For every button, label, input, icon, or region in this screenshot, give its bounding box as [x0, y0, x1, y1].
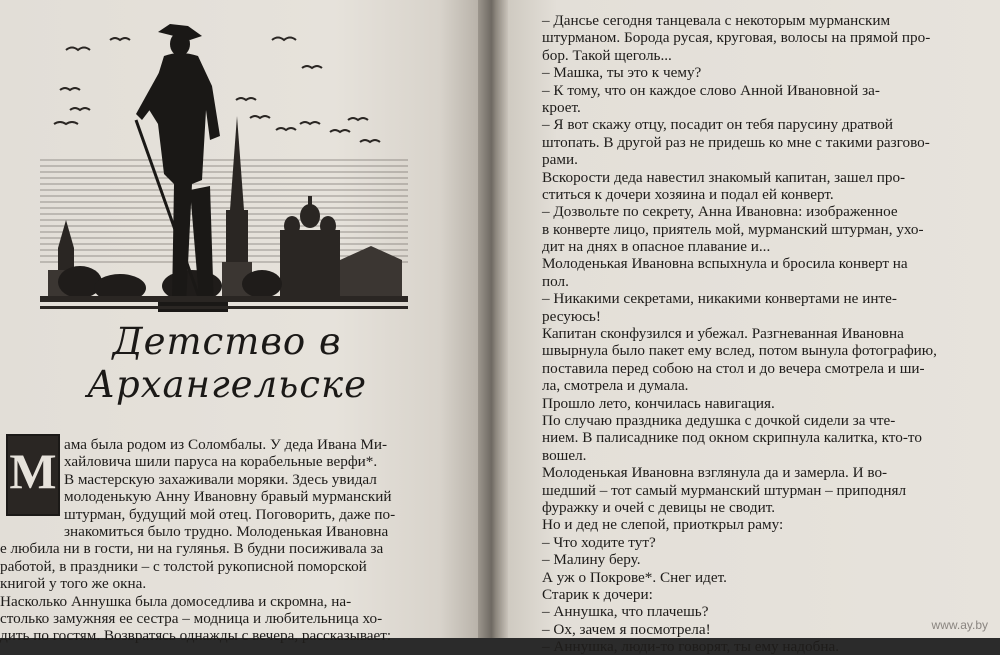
text-line: штурманом. Борода русая, круговая, волосы на прямой про-: [542, 29, 931, 47]
text-line: книгой у того же окна.: [0, 575, 147, 593]
text-line: Молоденькая Ивановна взглянула да и замерла. И во-: [542, 464, 888, 482]
text-line: ама была родом из Соломбалы. У деда Ивана Ми-: [64, 436, 388, 453]
text-line: Капитан сконфузился и убежал. Разгневанная Ивановна: [542, 325, 904, 343]
text-line: нием. В палисаднике под окном скрипнула калитка, кто-то: [542, 429, 922, 447]
text-line: – Я вот скажу отцу, посадит он тебя парусину дратвой: [542, 116, 893, 134]
text-line: Молоденькая Ивановна вспыхнула и бросила конверт на: [542, 255, 908, 273]
text-line: е любила ни в гости, ни на гулянья. В будни посиживала за: [0, 540, 384, 558]
text-line: – Ох, зачем я посмотрела!: [542, 620, 711, 638]
text-line: шедший – тот самый мурманский штурман – приподнял: [542, 481, 907, 499]
text-line: – Дансье сегодня танцевала с некоторым мурманским: [542, 12, 891, 29]
text-line: – Что ходите тут?: [542, 533, 656, 551]
text-line: столько замужняя ее сестра – модница и любительница хо-: [0, 609, 383, 627]
drop-cap-letter: М: [9, 443, 57, 499]
text-line: штурман, будущий мой отец. Поговорить, даже по-: [64, 505, 396, 523]
text-line: По случаю праздника дедушка с дочкой сидели за чте-: [542, 411, 896, 429]
text-line: фуражку и очей с девицы не сводит.: [542, 498, 776, 516]
text-line: дит на днях в опасное плавание и...: [542, 238, 771, 256]
text-line: швырнула было пакет ему вслед, потом вынула фотографию,: [542, 342, 937, 360]
text-line: бор. Такой щеголь...: [542, 46, 672, 64]
text-line: кроет.: [542, 98, 581, 116]
text-line: ститься к дочери хозяина и подал ей конверт.: [542, 185, 834, 203]
text-line: в конверте лицо, приятель мой, мурманский штурман, ухо-: [542, 220, 924, 238]
text-line: Старик к дочери:: [542, 585, 653, 603]
text-line: – Никакими секретами, никакими конвертами не инте-: [542, 290, 897, 308]
text-line: Вскорости деда навестил знакомый капитан, зашел про-: [542, 168, 906, 186]
watermark: www.ay.by: [931, 618, 988, 632]
text-line: А уж о Покрове*. Снег идет.: [542, 568, 727, 586]
text-line: поставила перед собою на стол и до вечера смотрела и ши-: [542, 359, 925, 377]
text-line: – Малину беру.: [542, 551, 641, 569]
text-line: пол.: [542, 272, 569, 290]
left-page: [0, 0, 478, 645]
text-line: Насколько Аннушка была домоседлива и скромна, на-: [0, 592, 352, 610]
text-line: – Машка, ты это к чему?: [542, 64, 702, 82]
text-line: штопать. В другой раз не придешь ко мне с такими разгово-: [542, 133, 930, 151]
book-gutter: [478, 0, 508, 638]
peter-statue-engraving: [40, 20, 408, 320]
text-line: хайловича шили паруса на корабельные верфи*.: [64, 453, 378, 471]
text-line: рами.: [542, 151, 578, 169]
text-line: – Дозвольте по секрету, Анна Ивановна: изображенное: [542, 203, 898, 221]
text-line: В мастерскую захаживали моряки. Здесь увидал: [64, 470, 377, 488]
text-line: – Аннушка, люди-то говорят, ты ему надобна.: [542, 638, 840, 655]
text-line: дить по гостям. Возвратясь однажды с вечера, рассказывает:: [0, 627, 392, 645]
text-line: ресуюсь!: [542, 307, 601, 325]
text-line: Прошло лето, кончилась навигация.: [542, 394, 775, 412]
text-line: ла, смотрела и думала.: [542, 377, 689, 395]
text-line: вошел.: [542, 446, 587, 464]
right-page: [508, 0, 1000, 655]
text-line: молоденькую Анну Ивановну бравый мурманский: [64, 488, 392, 506]
right-body-text: [542, 12, 994, 655]
text-line: знакомиться было трудно. Молоденькая Ивановна: [64, 522, 389, 540]
text-line: Но и дед не слепой, приоткрыл раму:: [542, 516, 784, 534]
chapter-title: Детство в Архангельске: [86, 320, 367, 406]
text-line: – Аннушка, что плачешь?: [542, 603, 709, 621]
text-line: – К тому, что он каждое слово Анной Ивановной за-: [542, 81, 880, 99]
text-line: работой, в праздники – с толстой рукописной поморской: [0, 557, 367, 575]
left-body-text: [0, 436, 458, 645]
